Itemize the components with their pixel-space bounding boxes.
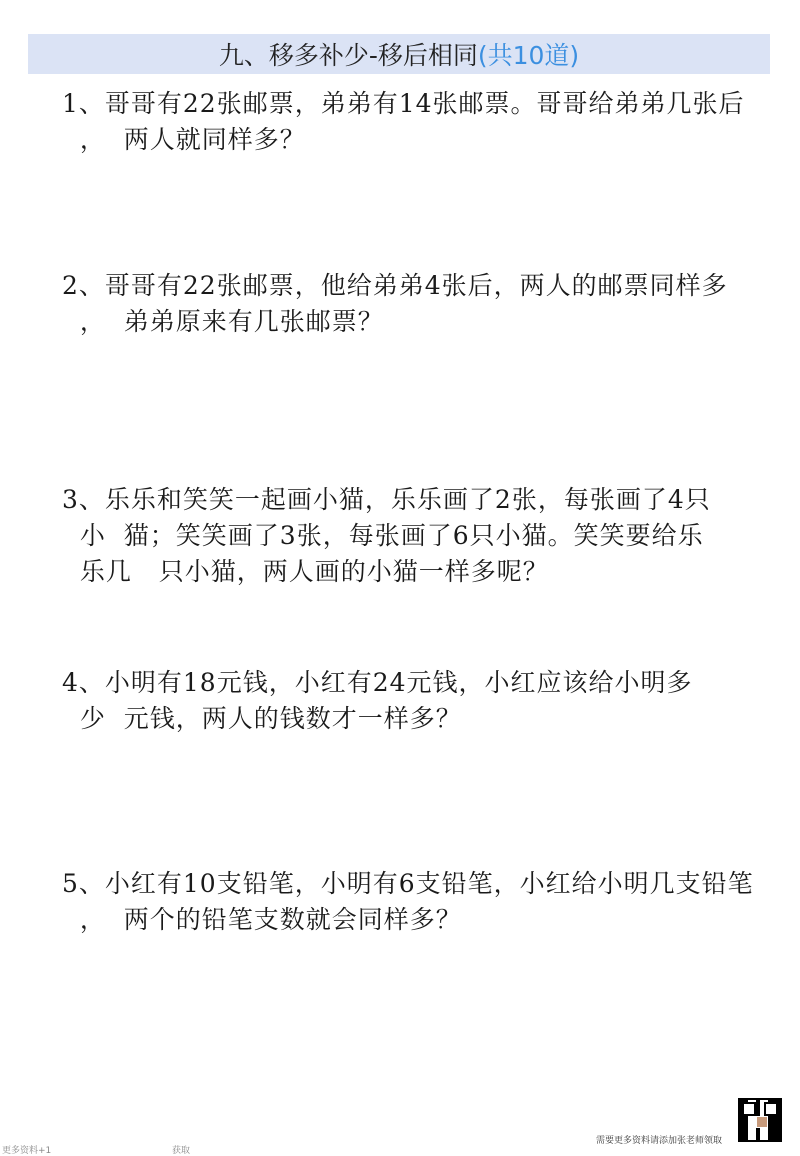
question-line: 1、哥哥有22张邮票，弟弟有14张邮票。哥哥给弟弟几张后 (62, 89, 745, 118)
footer-left-text: 更多资料+1 (2, 1146, 52, 1156)
avatar (756, 1116, 768, 1128)
question-line: 3、乐乐和笑笑一起画小猫，乐乐画了2张，每张画了4只 (62, 485, 711, 514)
question-line: 乐几 只小猫，两人画的小猫一样多呢？ (62, 557, 549, 586)
section-title-bar (28, 34, 770, 74)
question-line: 5、小红有10支铅笔，小明有6支铅笔，小红给小明几支铅笔 (62, 869, 754, 898)
question-line: ， 两个的铅笔支数就会同样多？ (62, 905, 462, 934)
question-line: 4、小明有18元钱，小红有24元钱，小红应该给小明多 (62, 668, 693, 697)
question-line: 2、哥哥有22张邮票，他给弟弟4张后，两人的邮票同样多 (62, 271, 728, 300)
question-line: ， 弟弟原来有几张邮票？ (62, 307, 384, 336)
question-5 (62, 866, 762, 938)
question-line: 小 猫；笑笑画了3张，每张画了6只小猫。笑笑要给乐 (62, 521, 704, 550)
question-line: 少 元钱，两人的钱数才一样多？ (62, 704, 462, 733)
question-3 (62, 482, 762, 590)
question-2 (62, 268, 762, 340)
question-4 (62, 665, 762, 737)
qr-code-icon (738, 1098, 782, 1142)
question-1 (62, 86, 762, 158)
question-count: (共10道) (477, 41, 580, 70)
question-line: ， 两人就同样多？ (62, 125, 306, 154)
footer-note: 需要更多资料请添加张老师领取 (596, 1136, 723, 1146)
footer-mid-text: 获取 (172, 1146, 191, 1156)
section-title: 九、移多补少-移后相同 (218, 41, 478, 70)
